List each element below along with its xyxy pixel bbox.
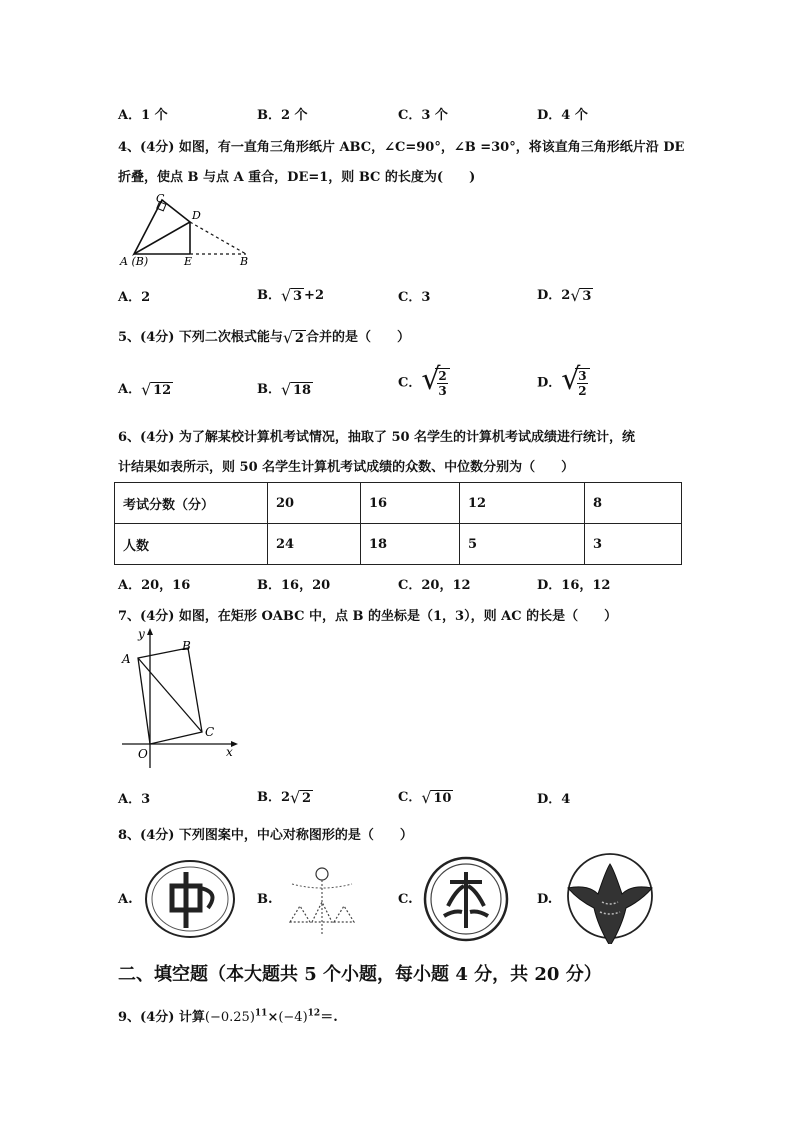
diagonal-ac <box>138 658 202 732</box>
label-a: A (B) <box>120 255 149 268</box>
bei-emblem-icon <box>420 856 512 942</box>
q7-option-b: B．2 √ 2 <box>257 787 312 807</box>
table-cell: 考试分数（分） <box>115 483 268 524</box>
table-cell: 24 <box>268 524 361 565</box>
q5-option-b: B． √ 18 <box>257 379 312 399</box>
q6-stem-line2: 计结果如表所示，则 50 名学生计算机考试成绩的众数、中位数分别为（ ） <box>118 460 575 475</box>
q9-stem: 9、(4分) 计算$(-0.25)^{11}\times(-4)^{12}=$. <box>118 1008 338 1025</box>
q5-option-d: D． √ $\frac{3}{2}$ <box>537 368 590 398</box>
q8-option-b-label: B. <box>257 892 273 907</box>
label-a: A <box>122 652 131 666</box>
label-c: C <box>156 192 165 205</box>
q4-option-b: B． √ 3 +2 <box>257 285 324 305</box>
table-cell: 12 <box>460 483 585 524</box>
fold-db <box>190 222 246 254</box>
sqrt-symbol: √ 3 <box>281 285 303 305</box>
q6-option-b: B．16，20 <box>257 578 331 593</box>
q5-option-a: A． √ 12 <box>118 379 172 399</box>
table-cell: 18 <box>361 524 460 565</box>
q3-option-b: B．2 个 <box>257 108 308 123</box>
label-b: B <box>182 639 191 653</box>
q6-option-c: C．20，12 <box>398 578 471 593</box>
triangles-emblem-icon <box>282 862 362 940</box>
table-row <box>115 483 682 524</box>
label-d: D <box>192 209 201 222</box>
q8-option-c-label: C. <box>398 892 413 907</box>
table-cell: 人数 <box>115 524 268 565</box>
q8-option-d-label: D. <box>537 892 553 907</box>
q7-option-c: C． √ 10 <box>398 787 452 807</box>
section-title-fill-in: 二、填空题（本大题共 5 个小题，每小题 4 分，共 20 分） <box>118 964 602 985</box>
q4-stem-line2: 折叠，使点 B 与点 A 重合，DE=1，则 BC 的长度为( ) <box>118 170 476 185</box>
q4-stem-line1: 4、(4分) 如图，有一直角三角形纸片 ABC，∠C=90°，∠B =30°，将该直角三角形纸片沿 DE <box>118 140 685 155</box>
label-c: C <box>205 725 215 739</box>
q4-option-c: C．3 <box>398 290 431 305</box>
label-b: B <box>240 255 249 268</box>
y-axis-arrow <box>147 628 153 635</box>
q3-option-a: A．1 个 <box>118 108 168 123</box>
q7-option-a: A．3 <box>118 792 151 807</box>
sqrt-symbol: √ 2 <box>282 327 304 347</box>
table-cell: 5 <box>460 524 585 565</box>
q8-option-a-label: A. <box>118 892 133 907</box>
q4-triangle-figure <box>118 192 258 270</box>
q6-stem-line1: 6、(4分) 为了解某校计算机考试情况，抽取了 50 名学生的计算机考试成绩进行统计，统 <box>118 430 636 445</box>
triangle-acd <box>134 200 190 254</box>
label-x: x <box>226 745 233 759</box>
table-cell: 20 <box>268 483 361 524</box>
q5-option-c: C． √ $\frac{2}{3}$ <box>398 368 450 398</box>
table-cell: 3 <box>585 524 682 565</box>
sqrt-symbol: √ 3 <box>570 285 592 305</box>
q6-option-a: A．20，16 <box>118 578 191 593</box>
q4-option-a: A．2 <box>118 290 151 305</box>
label-e: E <box>184 255 193 268</box>
q7-rectangle-figure <box>114 626 244 772</box>
q5-stem: 5、(4分) 下列二次根式能与 √ 2 合并的是（ ） <box>118 327 410 347</box>
label-y: y <box>138 627 145 641</box>
q4-option-d: D．2 √ 3 <box>537 285 592 305</box>
q7-stem: 7、(4分) 如图，在矩形 OABC 中，点 B 的坐标是（1，3），则 AC 的长是（ ） <box>118 609 618 624</box>
rectangle-oabc <box>138 648 202 744</box>
q6-option-d: D．16，12 <box>537 578 611 593</box>
score-table <box>114 482 682 565</box>
q3-option-c: C．3 个 <box>398 108 448 123</box>
q8-stem: 8、(4分) 下列图案中，中心对称图形的是（ ） <box>118 828 413 843</box>
table-row <box>115 524 682 565</box>
label-o: O <box>138 747 148 761</box>
table-cell: 16 <box>361 483 460 524</box>
eagle-emblem-icon <box>562 852 658 944</box>
table-cell: 8 <box>585 483 682 524</box>
zhong-emblem-icon <box>144 858 236 940</box>
q3-option-d: D．4 个 <box>537 108 588 123</box>
q7-option-d: D．4 <box>537 792 571 807</box>
